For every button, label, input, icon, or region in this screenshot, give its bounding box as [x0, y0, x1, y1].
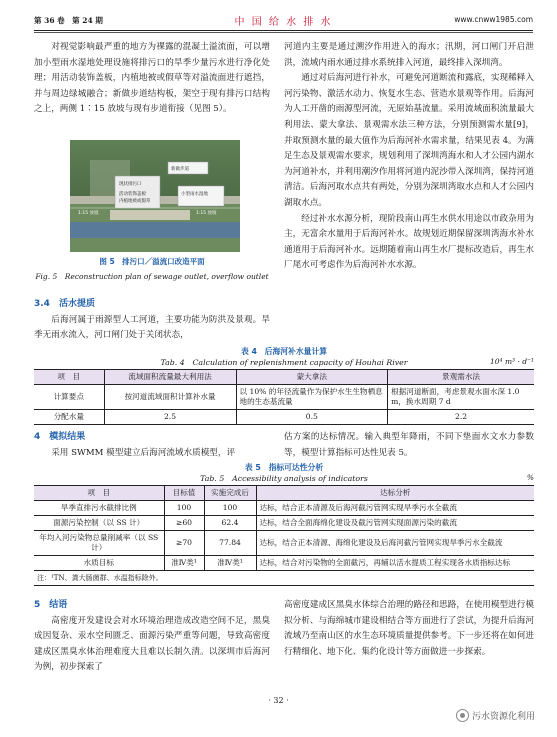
paragraph: 高密度建成区黑臭水体综合治理的路径和思路，在使用模型进行模拟分析、与海绵城市建设相结合等方面进行了尝试，为提升后海河流域乃至南山区的水生态环境质量提供参考。下一步还将在如何进行精细化、地下化、集约化设计等方面做进一步探索。 — [284, 600, 534, 657]
table — [34, 485, 534, 586]
section-5-continued — [284, 598, 534, 660]
figure-caption-en: Fig. 5 Reconstruction plan of sewage outlet, overflow outlet — [35, 272, 269, 281]
table-caption-en: Tab. 4 Calculation of replenishment capacity of Houhai River — [160, 358, 408, 367]
figure-5-image — [70, 140, 240, 252]
table-5 — [34, 462, 534, 586]
section-4 — [34, 430, 270, 461]
figure-label: 1:15 放坡 — [78, 211, 99, 216]
issue-label: 第 36 卷 第 24 期 — [34, 16, 103, 25]
section-4-continued — [284, 430, 534, 461]
table-cell: 77.84 — [204, 531, 256, 556]
paragraph: 对视觉影响最严重的地方为裸露的混凝土溢流面，可以增加小型雨水湿地处理设施将排污口的旱季少量污水进行净化处理；用活动装饰盖板，内植地被或假草等对溢流面进行遮挡，并与周边绿城融合；新做步道结构板，架空于现有排污口结构之上，两侧 1∶15 放坡与现有步道衔接（见图 5）。 — [34, 42, 270, 115]
table-header-row — [34, 370, 534, 385]
table-unit: % — [526, 473, 534, 482]
table-cell: 分配水量 — [34, 410, 104, 425]
table-cell: 0.5 — [236, 410, 388, 425]
wechat-icon — [456, 709, 469, 722]
table-caption-en: Tab. 5 Accessibility analysis of indicators — [200, 474, 368, 483]
section-heading: 3.4 活水提质 — [34, 299, 95, 309]
table-4 — [34, 346, 534, 425]
table-cell: 以 10% 的年径流量作为保护水生生物栖息地的生态基流量 — [236, 385, 388, 410]
column-header: 蒙大拿法 — [236, 370, 388, 385]
paragraph: 后海河属于雨源型人工河道，主要功能为防洪及景观。旱季无雨水流入，河口闸门处于关闭状态， — [34, 314, 270, 341]
right-column-top — [284, 40, 534, 274]
table-cell: 62.4 — [204, 516, 256, 531]
section-heading: 4 模拟结果 — [34, 432, 86, 442]
table-note: 注：¹TN、粪大肠菌群、水温指标除外。 — [34, 571, 534, 586]
table-cell: 旱季直排污水截排比例 — [34, 501, 164, 516]
table-cell: 达标，结合对污染物的全面截污，再辅以活水提质工程实现各水质指标达标 — [256, 556, 534, 571]
column-header: 项 目 — [34, 370, 104, 385]
table-cell: 计算要点 — [34, 385, 104, 410]
table-cell: 2.5 — [104, 410, 236, 425]
table-row — [34, 410, 534, 425]
figure-label: 1:15 放坡 — [196, 211, 217, 216]
table-cell: 2.2 — [388, 410, 534, 425]
table-header-row — [34, 486, 534, 501]
table-cell: 100 — [164, 501, 204, 516]
table-cell: ≥60 — [164, 516, 204, 531]
column-header: 流域面积流量最大利用法 — [104, 370, 236, 385]
table-cell: 按河道流域面积计算补水量 — [104, 385, 236, 410]
paragraph: 估方案的达标情况。输入典型年降雨，不同下垫面水文水力参数等，模型计算指标可达性见表 5。 — [284, 432, 534, 458]
table-cell: 达标，结合全面海绵化建设及截污管网实现面源污染的截流 — [256, 516, 534, 531]
page-number: · 32 · — [268, 696, 289, 705]
table-row — [34, 556, 534, 571]
watermark — [456, 709, 535, 722]
left-column-top — [34, 40, 270, 118]
table-row — [34, 516, 534, 531]
figure-label: 小型雨水湿地 — [181, 192, 208, 197]
paragraph: 经过补水水源分析，现阶段南山再生水供水用途以市政杂用为主，无富余水量用于后海河补水。故规划近期保留深圳湾海水补水通道用于后海河补水。远期随着南山再生水厂提标改造后，再生水厂尾水可考虑作为后海河补水水源。 — [284, 213, 534, 271]
journal-title: 中 国 给 水 排 水 — [234, 17, 333, 28]
table-cell: 准Ⅳ类¹ — [164, 556, 204, 571]
running-header — [34, 14, 533, 28]
header-rule-thin — [34, 32, 533, 33]
table-cell: ≥70 — [164, 531, 204, 556]
column-header: 实施完成后 — [204, 486, 256, 501]
table-cell: 年均入河污染物总量削减率（以 SS 计） — [34, 531, 164, 556]
table-cell: 达标，结合正本清源、海绵化建设及后海河截污管网实现旱季污水全截流 — [256, 531, 534, 556]
section-5 — [34, 598, 270, 676]
table-note-row — [34, 571, 534, 586]
table-cell: 水质目标 — [34, 556, 164, 571]
table-caption-cn: 表 4 后海河补水量计算 — [240, 347, 328, 356]
journal-url: www.cnww1985.com — [454, 15, 533, 24]
table-cell: 面源污染控制（以 SS 计） — [34, 516, 164, 531]
column-header: 目标值 — [164, 486, 204, 501]
paragraph: 采用 SWMM 模型建立后海河流域水质模型，评 — [51, 447, 236, 458]
table-cell: 达标，结合正本清源及后海河截污管网实现旱季污水全截流 — [256, 501, 534, 516]
figure-label: 新做步道 — [171, 167, 189, 172]
table — [34, 369, 534, 425]
header-rule — [34, 30, 533, 31]
watermark-text: 污水资源化利用 — [471, 712, 535, 722]
paragraph: 河道内主要是通过溯汐作用进入的海水；汛期，河口闸门开启泄洪，流域内雨水通过排水系统排入河道，最终排入深圳湾。 — [284, 42, 534, 68]
column-header: 达标分析 — [256, 486, 534, 501]
figure-label: 活动装饰盖板 — [119, 192, 146, 197]
table-unit: 10⁴ m³ · d⁻¹ — [490, 357, 534, 366]
table-row — [34, 501, 534, 516]
figure-label: 现状排污口 — [119, 182, 142, 187]
figure-5-caption — [34, 256, 270, 282]
paragraph: 通过对后海河进行补水，可避免河道断流和露底，实现稀释入河污染物、激活水动力、恢复水生态、营造水景观等作用。后海河为人工开凿的雨源型河流，无原始基流量。采用流域面积流量最大利用法、蒙大拿法、景观需水法三种方法，分别预测需水量[9]，并取预测水量的最大值作为后海河补水需求量，结果见表 4。为满足生态及景观需水要求，规划利用了深圳湾海水和人才公园内湖水为河道补水，并利用潮汐作用将河道内泥沙带入深圳湾，保持河道清洁。后海河取水点共有两处，分别为深圳湾取水点和人才公园内湖取水点。 — [284, 73, 534, 208]
figure-label: 内植地被或假草 — [119, 199, 151, 204]
column-header: 项 目 — [34, 486, 164, 501]
table-cell: 根据河道断面，考虑景观水面水深 1.0 m，换水周期 7 d — [388, 385, 534, 410]
table-cell: 准Ⅳ类¹ — [204, 556, 256, 571]
figure-5 — [70, 140, 240, 252]
table-row — [34, 531, 534, 556]
table-row — [34, 385, 534, 410]
section-3-4 — [34, 297, 270, 344]
table-cell: 100 — [204, 501, 256, 516]
table-caption-cn: 表 5 指标可达性分析 — [244, 463, 324, 472]
paragraph: 高密度开发建设会对水环境治理造成改造空间不足，黑臭成因复杂、汞水空间匮乏、面源污染严重等问题，导致高密度建成区黑臭水体治理难度大且难以长制久清。以深圳市后海河为例，初步探索了 — [34, 615, 270, 673]
figure-caption-cn: 图 5 排污口／溢流口改造平面 — [99, 257, 205, 266]
column-header: 景观需水法 — [388, 370, 534, 385]
section-heading: 5 结语 — [34, 600, 68, 610]
